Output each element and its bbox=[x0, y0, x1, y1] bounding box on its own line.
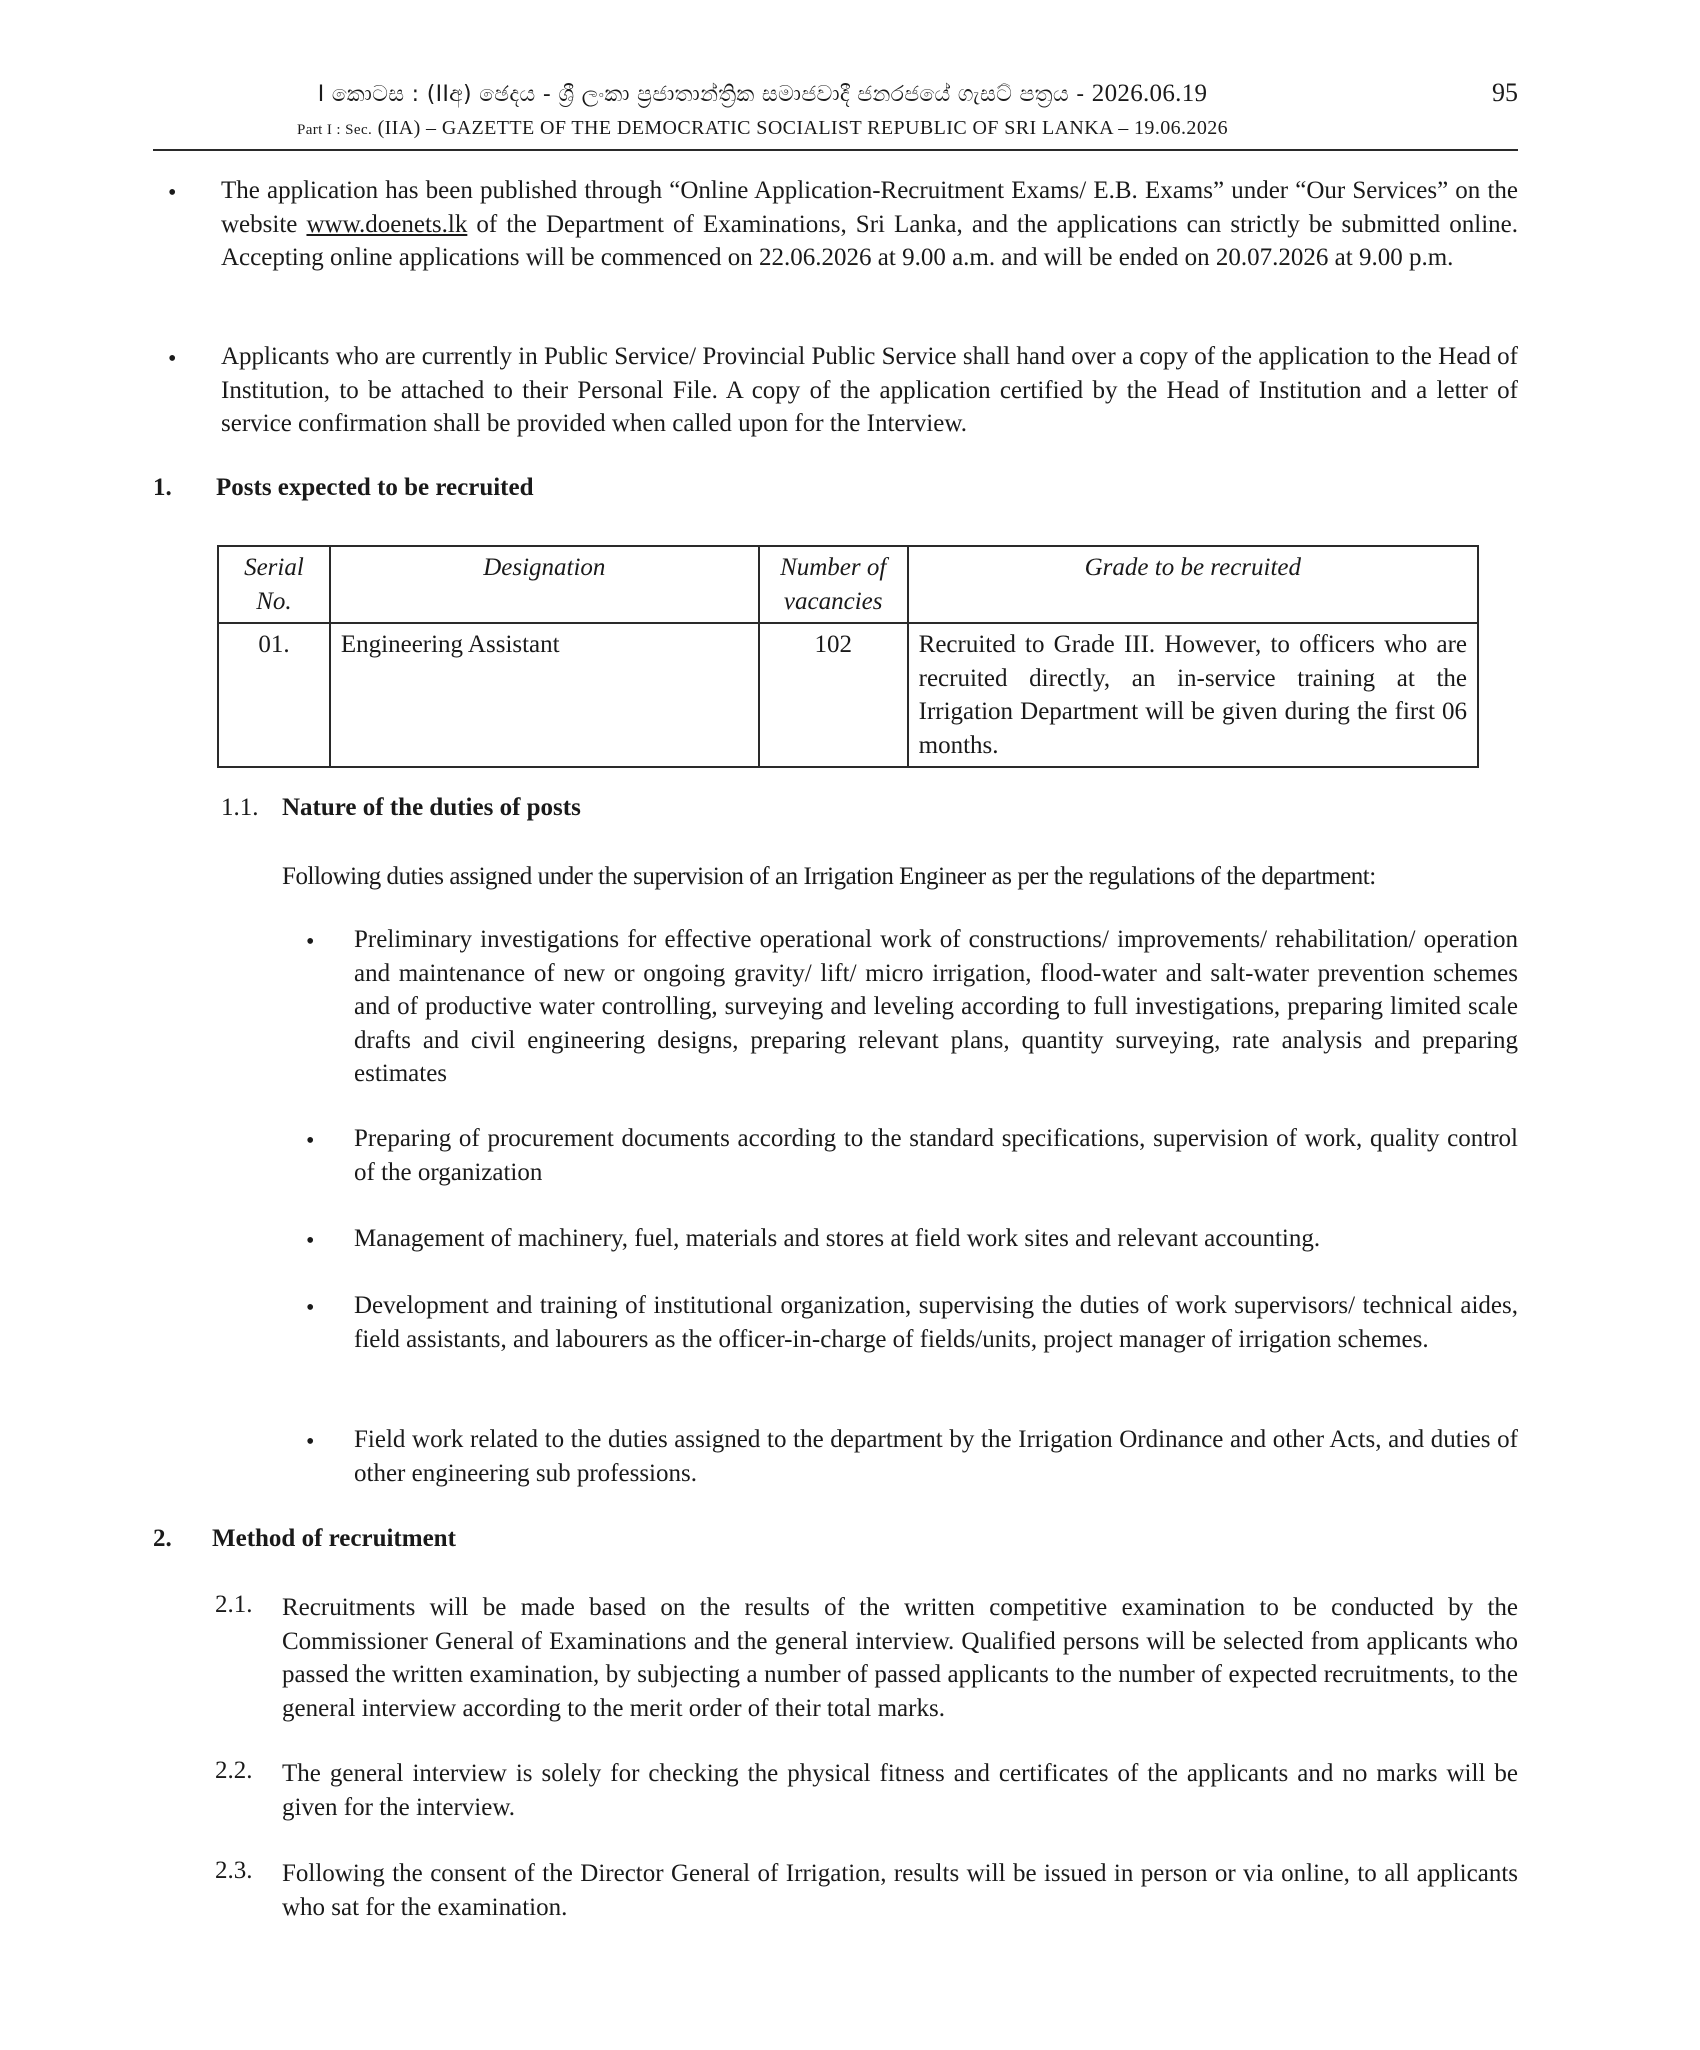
bullet-icon: • bbox=[168, 180, 177, 206]
duties-intro: Following duties assigned under the supervision of an Irrigation Engineer as per the regulations of the department: bbox=[282, 863, 1376, 890]
bullet-icon: • bbox=[306, 929, 315, 955]
subsection-number: 1.1. bbox=[221, 794, 259, 821]
bullet-icon: • bbox=[306, 1128, 315, 1154]
subsection-heading: Nature of the duties of posts bbox=[282, 794, 581, 821]
bullet-icon: • bbox=[168, 346, 177, 372]
gazette-header-english bbox=[155, 117, 1370, 140]
bullet-icon: • bbox=[306, 1295, 315, 1321]
section-heading: Posts expected to be recruited bbox=[216, 474, 534, 501]
posts-table bbox=[217, 545, 1479, 768]
bullet-icon: • bbox=[306, 1429, 315, 1455]
duty-item: Preliminary investigations for effective operational work of constructions/ improvements/ rehabilitation/ operation and maintenance of new or ongoing gravity/ lift/ micro irrigation, flood-water and salt-water prevention schemes and of productive water controlling, surveying and leveling according to full investigations, preparing limited scale drafts and civil engineering designs, preparing relevant plans, quantity surveying, rate analysis and preparing estimates bbox=[354, 926, 1518, 1087]
table-header-cell: Serial No. bbox=[218, 546, 330, 623]
gazette-header-sinhala bbox=[155, 80, 1370, 108]
section-heading: Method of recruitment bbox=[212, 1525, 456, 1552]
table-cell-serial: 01. bbox=[218, 623, 330, 767]
intro-text: The application has been published through “Online Application-Recruitment Exams/ E.B. Exams” under “Our Services” on the website bbox=[221, 177, 1518, 238]
intro-text-cont: of the Department of Examinations, Sri Lanka, and the applications can strictly be submitted online. Accepting online applications will be commenced on 22.06.2026 at 9.00 a.m. and will be ended on 20.07.2026 at 9.00 p.m. bbox=[221, 210, 1518, 271]
header-part-label: Part I : Sec. bbox=[296, 122, 373, 138]
intro-paragraph-online bbox=[221, 174, 1518, 275]
recruitment-item: Recruitments will be made based on the results of the written competitive examination to be conducted by the Commissioner General of Examinations and the general interview. Qualified persons will be selected from applicants who passed the written examination, by subjecting a number of passed applicants to the number of expected recruitments, to the general interview according to the merit order of their total marks. bbox=[282, 1594, 1518, 1722]
subsection-number: 2.1. bbox=[215, 1591, 253, 1618]
table-cell-grade: Recruited to Grade III. However, to officers who are recruited directly, an in-service training at the Irrigation Department will be given during the first 06 months. bbox=[908, 623, 1478, 767]
header-date: 2026.06.19 bbox=[1091, 80, 1208, 107]
section-number: 1. bbox=[153, 474, 172, 501]
table-header-row bbox=[218, 546, 1478, 623]
duty-item: Preparing of procurement documents according to the standard specifications, supervision of work, quality control of the organization bbox=[354, 1125, 1518, 1186]
intro-paragraph-public-service: Applicants who are currently in Public Service/ Provincial Public Service shall hand over a copy of the application to the Head of Institution, to be attached to their Personal File. A copy of the application certified by the Head of Institution and a letter of service confirmation shall be provided when called upon for the Interview. bbox=[221, 343, 1518, 437]
recruitment-item: Following the consent of the Director General of Irrigation, results will be issued in person or via online, to all applicants who sat for the examination. bbox=[282, 1860, 1518, 1921]
recruitment-item: The general interview is solely for checking the physical fitness and certificates of the applicants and no marks will be given for the interview. bbox=[282, 1760, 1518, 1821]
header-divider bbox=[153, 149, 1518, 151]
doenets-link[interactable]: www.doenets.lk bbox=[306, 210, 468, 238]
page-number: 95 bbox=[1492, 78, 1518, 107]
table-header-cell: Designation bbox=[330, 546, 759, 623]
duty-item: Management of machinery, fuel, materials and stores at field work sites and relevant accounting. bbox=[354, 1225, 1321, 1252]
header-sinhala-title: I කොටස : (IIඅ) ඡෙදය - ශ්‍රී ලංකා ප්‍රජාතාන්ත්‍රික සමාජවාදී ජනරජයේ ගැසට් පත්‍රය - bbox=[317, 82, 1092, 107]
table-row bbox=[218, 623, 1478, 767]
table-header-cell: Grade to be recruited bbox=[908, 546, 1478, 623]
section-number: 2. bbox=[153, 1525, 172, 1552]
bullet-icon: • bbox=[306, 1228, 315, 1254]
subsection-number: 2.3. bbox=[215, 1857, 253, 1884]
table-cell-vacancies: 102 bbox=[759, 623, 908, 767]
header-gazette-title: (IIA) – GAZETTE OF THE DEMOCRATIC SOCIALIST REPUBLIC OF SRI LANKA – 19.06.2026 bbox=[377, 117, 1229, 139]
subsection-number: 2.2. bbox=[215, 1757, 253, 1784]
table-cell-designation: Engineering Assistant bbox=[330, 623, 759, 767]
duty-item: Field work related to the duties assigned to the department by the Irrigation Ordinance and other Acts, and duties of other engineering sub professions. bbox=[354, 1426, 1518, 1487]
table-header-cell: Number of vacancies bbox=[759, 546, 908, 623]
duty-item: Development and training of institutional organization, supervising the duties of work supervisors/ technical aides, field assistants, and labourers as the officer-in-charge of fields/units, project manager of irrigation schemes. bbox=[354, 1292, 1518, 1353]
